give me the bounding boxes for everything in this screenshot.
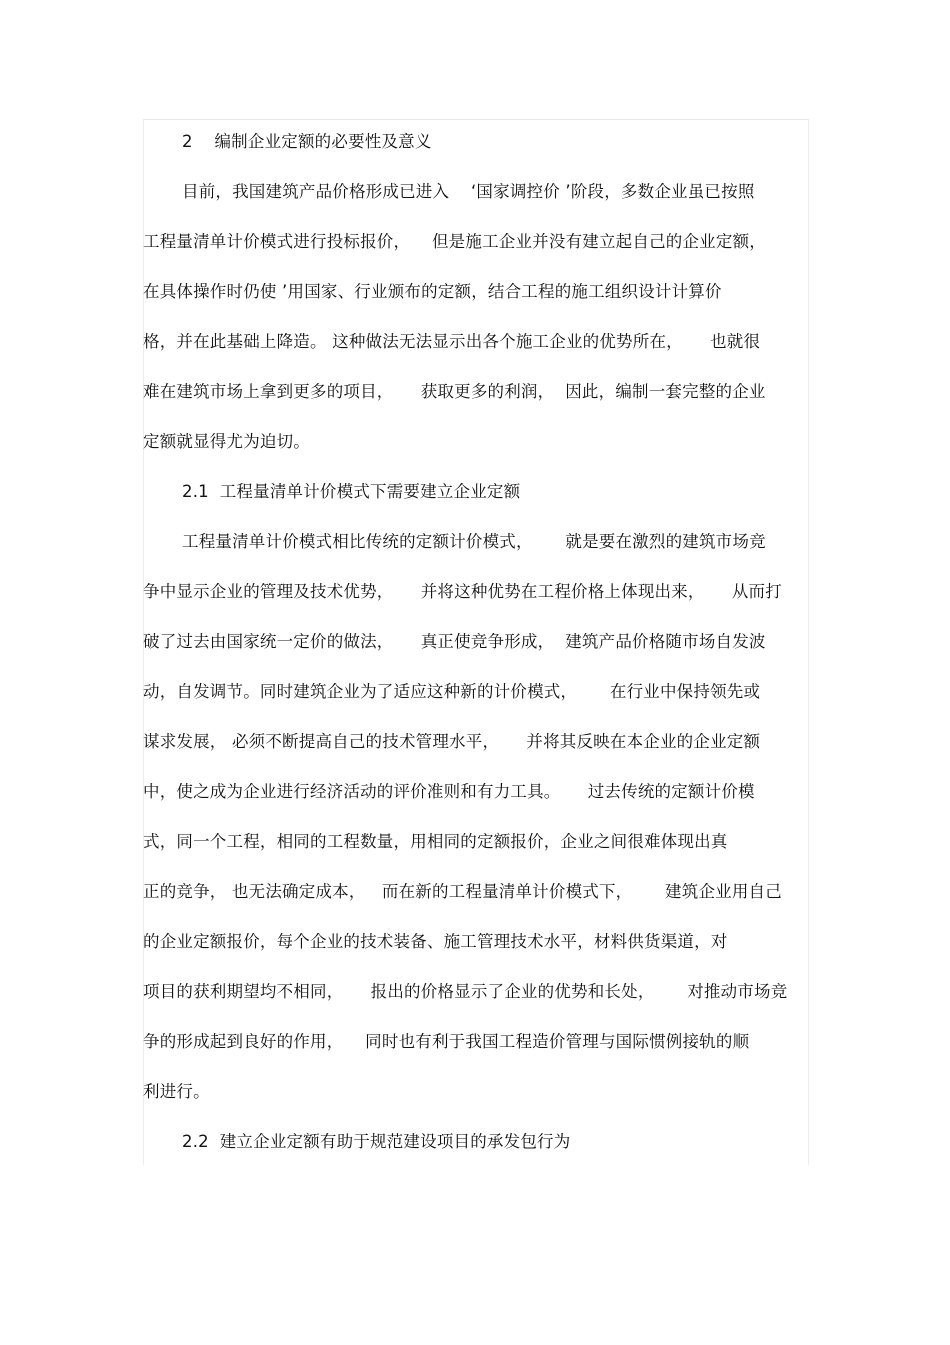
paragraph-line: 正的竞争， 也无法确定成本， 而在新的工程量清单计价模式下， 建筑企业用自己 (143, 882, 782, 901)
paragraph-line: 争中显示企业的管理及技术优势， 并将这种优势在工程价格上体现出来， 从而打 (143, 582, 782, 601)
paragraph-line: 式，同一个工程，相同的工程数量，用相同的定额报价，企业之间很难体现出真 (143, 832, 728, 851)
paragraph-line: 利进行。 (143, 1082, 210, 1101)
paragraph-line: 破了过去由国家统一定价的做法， 真正使竞争形成， 建筑产品价格随市场自发波 (143, 632, 766, 651)
paragraph-line: 项目的获利期望均不相同， 报出的价格显示了企业的优势和长处， 对推动市场竞 (143, 982, 788, 1001)
paragraph-line: 格，并在此基础上降造。 这种做法无法显示出各个施工企业的优势所在， 也就很 (143, 332, 761, 351)
paragraph-line: 中，使之成为企业进行经济活动的评价准则和有力工具。 过去传统的定额计价模 (143, 782, 755, 801)
section-heading-2-1: 2.1 工程量清单计价模式下需要建立企业定额 (182, 482, 521, 501)
section-heading-2: 2 编制企业定额的必要性及意义 (182, 132, 432, 151)
paragraph-line: 谋求发展， 必须不断提高自己的技术管理水平， 并将其反映在本企业的企业定额 (143, 732, 761, 751)
paragraph-line: 定额就显得尤为迫切。 (143, 432, 310, 451)
paragraph-line: 目前，我国建筑产品价格形成已进入 ‘国家调控价 ’阶段，多数企业虽已按照 (182, 182, 755, 201)
paragraph-line: 难在建筑市场上拿到更多的项目， 获取更多的利润， 因此，编制一套完整的企业 (143, 382, 766, 401)
paragraph-line: 工程量清单计价模式进行投标报价， 但是施工企业并没有建立起自己的企业定额， (143, 232, 766, 251)
paragraph-line: 工程量清单计价模式相比传统的定额计价模式， 就是要在激烈的建筑市场竞 (182, 532, 766, 551)
paragraph-line: 在具体操作时仍使 ’用国家、行业颁布的定额，结合工程的施工组织设计计算价 (143, 282, 722, 301)
paragraph-line: 动，自发调节。同时建筑企业为了适应这种新的计价模式， 在行业中保持领先或 (143, 682, 761, 701)
paragraph-line: 的企业定额报价，每个企业的技术装备、施工管理技术水平，材料供货渠道，对 (143, 932, 728, 951)
section-heading-2-2: 2.2 建立企业定额有助于规范建设项目的承发包行为 (182, 1132, 571, 1151)
paragraph-line: 争的形成起到良好的作用， 同时也有利于我国工程造价管理与国际惯例接轨的顺 (143, 1032, 750, 1051)
